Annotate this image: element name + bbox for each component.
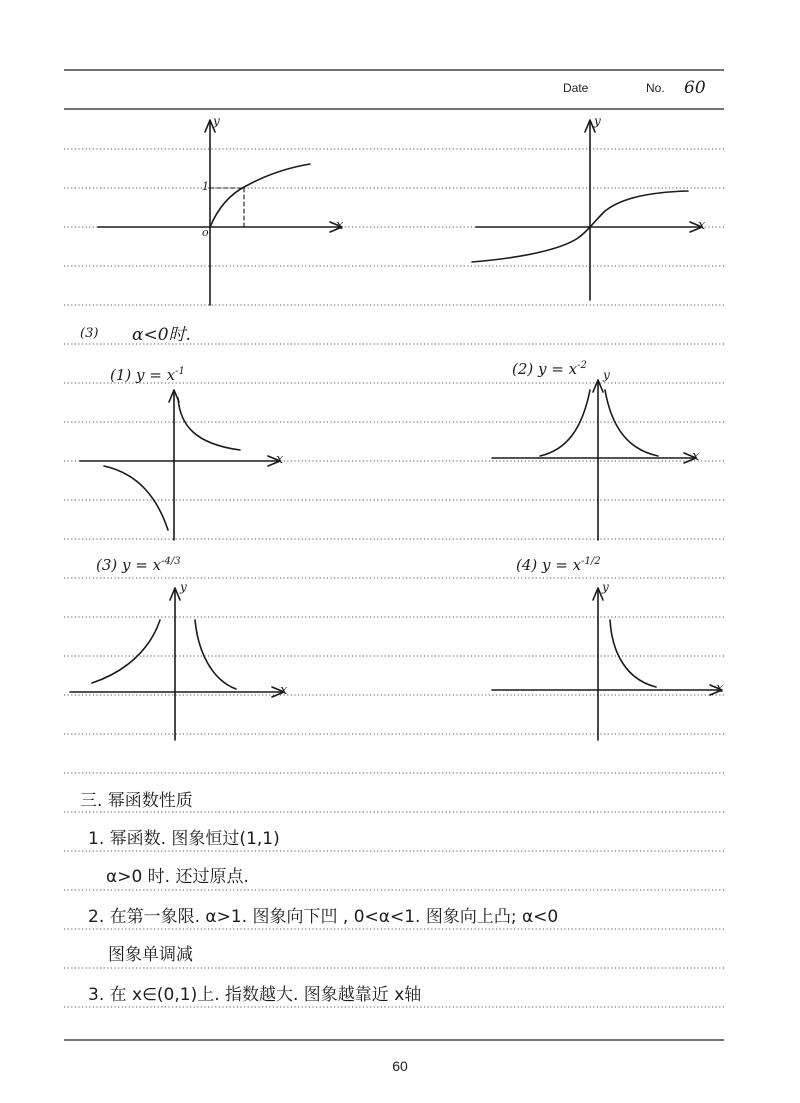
sketch-top-right [472, 120, 702, 300]
note-line: 1. 幂函数. 图象恒过(1,1) [88, 829, 280, 849]
graph-exponent: -4/3 [161, 556, 181, 567]
section-number: (3) [80, 326, 99, 341]
axis-label-x: x [698, 218, 706, 233]
graph-3-title [96, 556, 181, 574]
branch-right [195, 620, 236, 689]
graph-equation: y = x [136, 366, 176, 384]
axis-label-y: y [603, 368, 610, 382]
note-line: 图象单调减 [108, 945, 193, 965]
origin-label: o [202, 226, 209, 239]
note-line: 2. 在第一象限. α>1. 图象向下凹 , 0<α<1. 图象向上凸; α<0 [88, 907, 559, 927]
page-number: 60 [392, 1058, 408, 1074]
graph-2-title [512, 360, 587, 378]
graph-equation: y = x [538, 360, 578, 378]
axis-label-x: x [276, 452, 284, 467]
axis-label-x: x [336, 218, 344, 233]
axis-label-y: y [180, 580, 187, 594]
date-label: Date [563, 81, 589, 95]
number-value: 60 [684, 78, 706, 98]
graph-number: (2) [512, 360, 534, 378]
branch-left [540, 390, 590, 456]
graph-number: (1) [110, 366, 132, 384]
graph-1-title [110, 366, 185, 384]
graph-2 [492, 380, 696, 540]
graph-exponent: -2 [577, 360, 587, 371]
axis-label-y: y [602, 580, 609, 594]
graph-1 [80, 390, 280, 540]
branch-right [605, 390, 658, 456]
branch-left [104, 466, 168, 530]
graph-number: (3) [96, 556, 118, 574]
axis-label-x: x [280, 683, 288, 698]
note-line: 3. 在 x∈(0,1)上. 指数越大. 图象越靠近 x轴 [88, 985, 422, 1005]
graph-equation: y = x [542, 556, 582, 574]
graph-exponent: -1 [175, 366, 185, 377]
note-line: α>0 时. 还过原点. [106, 867, 249, 887]
graph-4-title [516, 556, 601, 574]
branch-right [178, 398, 240, 450]
branch-right [610, 620, 656, 687]
sketch-top-left [98, 120, 342, 305]
tick-label-one: 1 [202, 180, 209, 193]
axis-label-x: x [716, 681, 724, 696]
graph-exponent: -1/2 [581, 556, 601, 567]
graph-number: (4) [516, 556, 538, 574]
axis-label-y: y [213, 114, 220, 128]
section-condition: α<0时. [132, 325, 191, 345]
number-label: No. [646, 81, 665, 95]
note-heading: 三. 幂函数性质 [80, 791, 193, 811]
graph-4 [492, 588, 722, 740]
axis-label-x: x [692, 449, 700, 464]
branch-left [92, 620, 160, 683]
graph-3 [70, 588, 284, 740]
curve [210, 164, 310, 227]
axis-label-y: y [594, 114, 601, 128]
graph-equation: y = x [122, 556, 162, 574]
